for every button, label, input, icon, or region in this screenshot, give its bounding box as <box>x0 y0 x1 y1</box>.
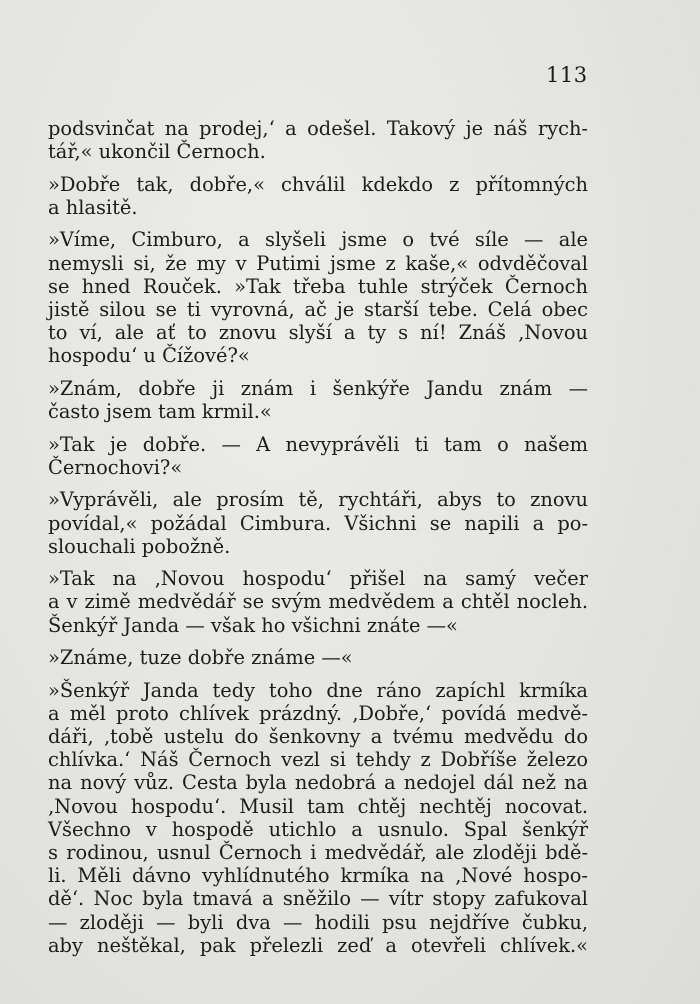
text-line: — zloději — byli dva — hodili psu nejdříve čubku, <box>48 910 588 934</box>
text-line: »Šenkýř Janda tedy toho dne ráno zapíchl krmíka <box>48 678 588 702</box>
text-line: podsvinčat na prodej,‘ a odešel. Takový je náš rych- <box>48 117 588 140</box>
paragraph <box>48 646 588 669</box>
text-line: a v zimě medvědář se svým medvědem a chtěl nocleh. <box>48 590 588 614</box>
paragraph <box>48 679 588 957</box>
text-line: to ví, ale ať to znovu slyší a ty s ní! Znáš ‚Novou <box>48 321 588 345</box>
text-line: Všechno v hospodě utichlo a usnulo. Spal šenkýř <box>48 817 588 841</box>
text-line: a měl proto chlívek prázdný. ‚Dobře,‘ povídá medvě- <box>48 701 588 725</box>
paragraph <box>48 377 588 423</box>
text-line: povídal,« požádal Cimbura. Všichni se napili a po- <box>48 511 588 535</box>
text-line: ‚Novou hospodu‘. Musil tam chtěj nechtěj nocovat. <box>48 794 588 818</box>
text-line: aby neštěkal, pak přelezli zeď a otevřeli chlívek.« <box>48 933 588 957</box>
text-line: »Známe, tuze dobře známe —« <box>48 646 353 670</box>
paragraph <box>48 567 588 637</box>
text-line: dáři, ‚tobě ustelu do šenkovny a tvému medvědu do <box>48 725 588 749</box>
text-line: »Dobře tak, dobře,« chválil kdekdo z přítomných <box>48 172 588 196</box>
text-line: dě‘. Noc byla tmavá a sněžilo — vítr stopy zafukoval <box>48 887 588 911</box>
text-line: často jsem tam krmil.« <box>48 400 272 424</box>
text-line: nemysli si, že my v Putimi jsme z kaše,« odvděčoval <box>48 251 588 275</box>
text-line: »Znám, dobře ji znám i šenkýře Jandu znám — <box>48 376 588 400</box>
text-line: »Tak na ‚Novou hospodu‘ přišel na samý večer <box>48 567 588 591</box>
text-line: slouchali pobožně. <box>48 534 231 558</box>
text-line: »Tak je dobře. — A nevyprávěli ti tam o našem <box>48 432 588 456</box>
text-line: jistě silou se ti vyrovná, ač je starší tebe. Celá obec <box>48 298 588 322</box>
text-line: »Vyprávěli, ale prosím tě, rychtáři, abys to znovu <box>48 488 588 512</box>
text-line: hospodu‘ u Čížové?« <box>48 344 250 368</box>
page-number: 113 <box>546 63 588 87</box>
text-line: tář,« ukončil Černoch. <box>48 140 266 164</box>
text-line: li. Měli dávno vyhlídnutého krmíka na ‚Nové hospo- <box>48 864 588 888</box>
paragraph <box>48 433 588 479</box>
text-line: Černochovi?« <box>48 455 183 479</box>
body-text <box>48 117 588 966</box>
text-line: a hlasitě. <box>48 195 138 219</box>
text-line: chlívka.‘ Náš Černoch vezl si tehdy z Dobříše železo <box>48 748 588 772</box>
paragraph <box>48 228 588 367</box>
text-line: na nový vůz. Cesta byla nedobrá a nedojel dál než na <box>48 771 588 795</box>
text-line: s rodinou, usnul Černoch i medvědář, ale zloději bdě- <box>48 841 588 865</box>
text-line: Šenkýř Janda — však ho všichni znáte —« <box>48 613 458 637</box>
paragraph <box>48 488 588 558</box>
text-line: »Víme, Cimburo, a slyšeli jsme o tvé síle — ale <box>48 228 588 252</box>
text-line: se hned Rouček. »Tak třeba tuhle strýček Černoch <box>48 274 588 298</box>
paragraph <box>48 117 588 163</box>
paragraph <box>48 173 588 219</box>
